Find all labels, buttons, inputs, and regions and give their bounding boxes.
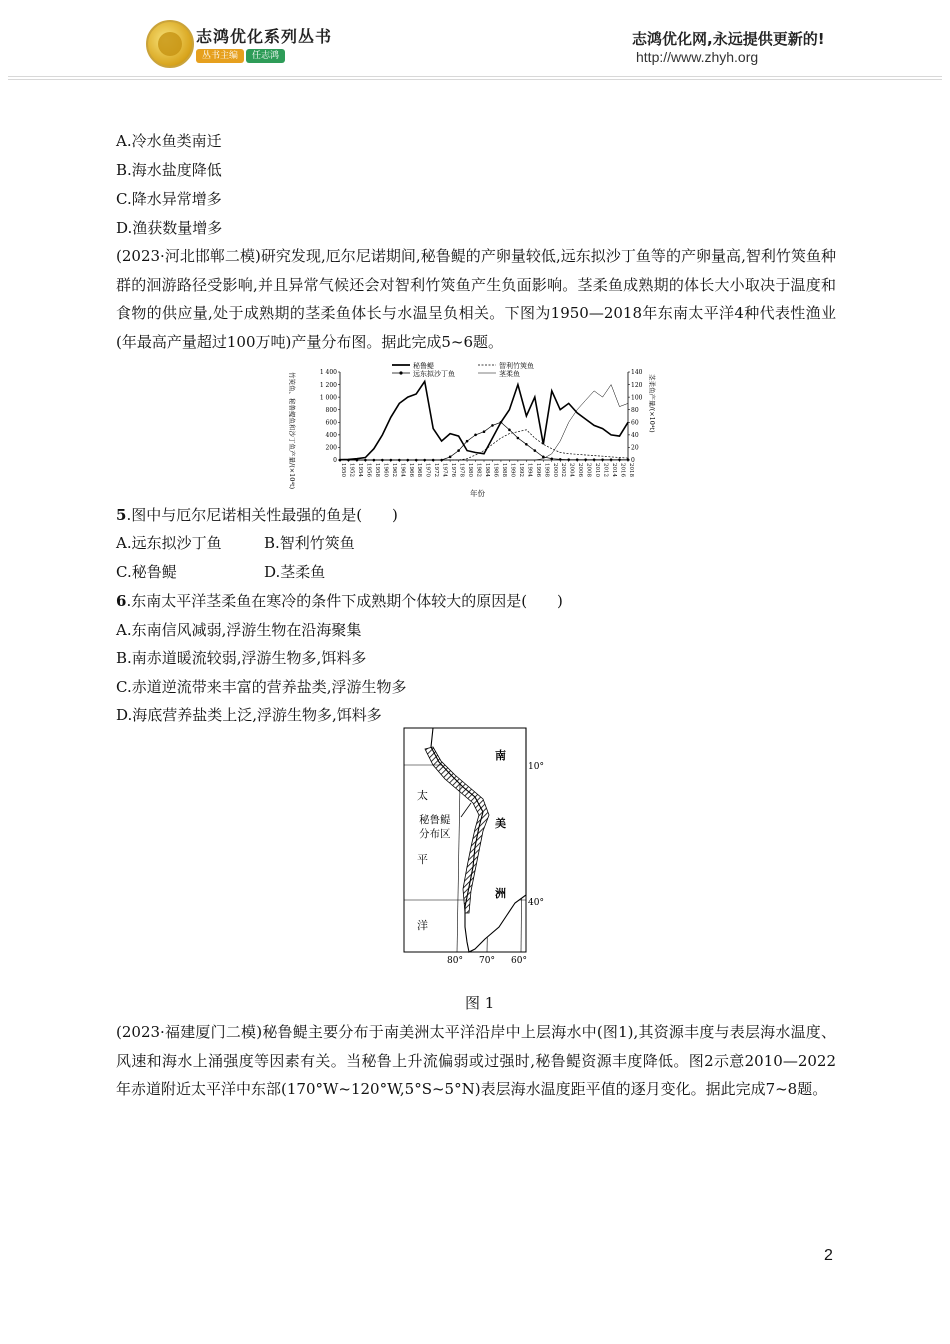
q5-stem-text: .图中与厄尔尼诺相关性最强的鱼是( ) <box>126 506 398 524</box>
x-tick-label: 1958 <box>373 463 380 477</box>
page-header <box>0 0 950 82</box>
passage-1-text: 研究发现,厄尔尼诺期间,秘鲁鳀的产卵量较低,远东拟沙丁鱼等的产卵量高,智利竹筴鱼种群的洄游路径受影响,并且异常气候还会对智利竹筴鱼产生负面影响。茎柔鱼成熟期的体长大小取决于温度和食物的供应量,处于成熟期的茎柔鱼体长与水温呈负相关。下图为1950—2018年东南太平洋4种代表性渔业(年最高产量超过100万吨)产量分布图。据此完成5~6题。 <box>116 247 837 351</box>
map-label-pacific-3: 洋 <box>417 919 428 932</box>
x-tick-label: 1968 <box>416 463 423 477</box>
far-east-sardine-point <box>542 456 545 459</box>
far-east-sardine-point <box>483 430 486 433</box>
legend-far-east-sardine: 远东拟沙丁鱼 <box>413 370 455 378</box>
x-tick-label: 1988 <box>500 463 507 477</box>
x-tick-label: 2004 <box>568 463 575 477</box>
map-label-pacific-2: 平 <box>417 853 428 866</box>
y-right-tick-label: 100 <box>631 394 643 402</box>
q5-stem <box>116 505 398 525</box>
x-tick-label: 2010 <box>594 463 601 477</box>
q4-option-b: B.海水盐度降低 <box>116 161 222 179</box>
x-tick-label: 1956 <box>365 463 372 477</box>
x-tick-label: 2014 <box>611 463 618 477</box>
x-tick-label: 1964 <box>399 463 406 477</box>
passage-2-text: 秘鲁鳀主要分布于南美洲太平洋沿岸中上层海水中(图1),其资源丰度与表层海水温度、风速和海水上涌强度等因素有关。当秘鲁上升流偏弱或过强时,秘鲁鳀资源丰度降低。图2示意2010—2022年赤道附近太平洋中东部(170°W~120°W,5°S~5°N)表层海水温度距平值的逐月变化。据此完成7~8题。 <box>116 1023 836 1098</box>
far-east-sardine-point <box>457 449 460 452</box>
x-tick-label: 1970 <box>424 463 431 477</box>
y-right-tick-label: 80 <box>631 406 639 414</box>
q5-option-d: D.茎柔鱼 <box>264 563 326 581</box>
y-axis-right-label: 茎柔鱼产量/(×10⁴t) <box>648 374 656 433</box>
x-tick-label: 1978 <box>458 463 465 477</box>
y-left-tick-label: 200 <box>325 444 337 452</box>
x-tick-label: 1952 <box>348 463 355 477</box>
q5-option-c: C.秘鲁鳀 <box>116 563 177 581</box>
x-tick-label: 2012 <box>602 463 609 477</box>
x-tick-label: 1980 <box>467 463 474 477</box>
x-tick-label: 1994 <box>526 463 533 477</box>
x-tick-label: 2006 <box>577 463 584 477</box>
y-left-tick-label: 1 000 <box>319 394 337 402</box>
fishery-production-chart <box>288 360 662 504</box>
far-east-sardine-point <box>627 458 630 461</box>
longitude-80-label: 80° <box>447 956 463 966</box>
x-tick-label: 1962 <box>390 463 397 477</box>
far-east-sardine-point <box>466 440 469 443</box>
x-axis-label: 年份 <box>470 489 485 498</box>
q5-option-b: B.智利竹筴鱼 <box>264 534 355 552</box>
publisher-logo <box>146 20 194 68</box>
latitude-10-label: 10° <box>528 762 544 772</box>
q6-option-a: A.东南信风减弱,浮游生物在沿海聚集 <box>116 621 362 639</box>
far-east-sardine-point <box>576 458 579 461</box>
header-divider-2 <box>8 79 942 80</box>
x-tick-label: 1992 <box>517 463 524 477</box>
y-left-tick-label: 1 200 <box>319 381 337 389</box>
map-label-pacific-1: 太 <box>417 789 428 802</box>
far-east-sardine-point <box>517 437 520 440</box>
far-east-sardine-point <box>584 458 587 461</box>
x-tick-label: 2016 <box>619 463 626 477</box>
longitude-60-label: 60° <box>511 956 527 966</box>
latitude-40-label: 40° <box>528 898 544 908</box>
far-east-sardine-point <box>567 458 570 461</box>
x-tick-label: 2000 <box>551 463 558 477</box>
far-east-sardine-point <box>500 421 503 424</box>
y-left-tick-label: 400 <box>325 432 337 440</box>
x-tick-label: 2008 <box>585 463 592 477</box>
header-slogan: 志鸿优化网,永远提供更新的! <box>632 30 825 48</box>
south-america-map <box>403 727 553 969</box>
x-tick-label: 1954 <box>356 463 363 477</box>
far-east-sardine-point <box>491 424 494 427</box>
q6-stem <box>116 591 563 611</box>
x-tick-label: 1990 <box>509 463 516 477</box>
map-label-region-1: 秘鲁鳀 <box>419 814 451 826</box>
y-right-tick-label: 140 <box>631 369 643 377</box>
y-left-tick-label: 800 <box>325 406 337 414</box>
far-east-sardine-point <box>508 429 511 432</box>
far-east-sardine-point <box>525 443 528 446</box>
y-right-tick-label: 60 <box>631 419 639 427</box>
map-label-region-2: 分布区 <box>419 828 451 840</box>
passage-1 <box>116 242 836 356</box>
y-right-tick-label: 0 <box>631 457 635 465</box>
far-east-sardine-point <box>449 456 452 459</box>
x-tick-label: 1966 <box>407 463 414 477</box>
y-left-tick-label: 1 400 <box>319 369 337 377</box>
header-divider <box>8 76 942 77</box>
far-east-sardine-point <box>474 434 477 437</box>
far-east-sardine-point <box>610 458 613 461</box>
y-axis-left-label: 竹筴鱼、秘鲁鳀鱼和沙丁鱼产量/(×10⁴t) <box>288 372 296 490</box>
editor-label: 丛书主编 <box>196 49 244 63</box>
x-tick-label: 1984 <box>484 463 490 477</box>
q6-stem-text: .东南太平洋茎柔鱼在寒冷的条件下成熟期个体较大的原因是( ) <box>126 592 563 610</box>
x-tick-label: 1982 <box>475 463 482 477</box>
q5-number: 5 <box>116 506 127 524</box>
y-right-tick-label: 120 <box>631 381 643 389</box>
legend-peru-anchovy: 秘鲁鳀 <box>413 362 434 370</box>
q6-option-d: D.海底营养盐类上泛,浮游生物多,饵料多 <box>116 706 382 724</box>
q4-option-a: A.冷水鱼类南迁 <box>116 132 222 150</box>
map-label-continent: 洲 <box>495 887 506 900</box>
far-east-sardine-point <box>618 458 621 461</box>
figure-1-caption: 图 1 <box>465 994 495 1012</box>
y-left-tick-label: 600 <box>325 419 337 427</box>
legend-jumbo-squid: 茎柔鱼 <box>499 370 520 378</box>
q6-option-c: C.赤道逆流带来丰富的营养盐类,浮游生物多 <box>116 678 407 696</box>
y-right-tick-label: 20 <box>631 444 639 452</box>
passage-1-source: (2023·河北邯郸二模) <box>116 247 261 265</box>
far-east-sardine-point <box>550 457 553 460</box>
x-tick-label: 1996 <box>534 463 541 477</box>
map-label-america: 美 <box>495 817 506 830</box>
header-url[interactable]: http://www.zhyh.org <box>636 49 759 65</box>
jumbo-squid-line <box>340 385 628 460</box>
far-east-sardine-point <box>601 458 604 461</box>
x-tick-label: 1972 <box>433 463 440 477</box>
far-east-sardine-point <box>559 458 562 461</box>
y-left-tick-label: 0 <box>333 457 337 465</box>
passage-2-source: (2023·福建厦门二模) <box>116 1023 263 1041</box>
x-tick-label: 1976 <box>450 463 457 477</box>
q4-option-d: D.渔获数量增多 <box>116 219 223 237</box>
x-tick-label: 1986 <box>492 463 499 477</box>
legend-chilean-jack-mackerel: 智利竹筴鱼 <box>499 362 534 370</box>
q4-option-c: C.降水异常增多 <box>116 190 222 208</box>
x-tick-label: 1960 <box>382 463 389 477</box>
brand-title: 志鸿优化系列丛书 <box>196 27 333 46</box>
far-east-sardine-point <box>593 458 596 461</box>
x-tick-label: 1974 <box>441 463 448 477</box>
q6-option-b: B.南赤道暖流较弱,浮游生物多,饵料多 <box>116 649 367 667</box>
passage-2 <box>116 1018 836 1104</box>
q5-option-a: A.远东拟沙丁鱼 <box>116 534 222 552</box>
x-tick-label: 1998 <box>543 463 550 477</box>
editor-name: 任志鸿 <box>246 49 285 63</box>
page-number: 2 <box>824 1247 833 1264</box>
map-label-south: 南 <box>495 749 506 762</box>
x-tick-label: 1950 <box>340 463 346 477</box>
x-tick-label: 2018 <box>628 463 634 477</box>
x-tick-label: 2002 <box>560 463 567 477</box>
far-east-sardine-point <box>534 449 537 452</box>
y-right-tick-label: 40 <box>631 432 639 440</box>
peru-anchovy-line <box>340 381 628 459</box>
q6-number: 6 <box>116 592 127 610</box>
longitude-70-label: 70° <box>479 956 495 966</box>
